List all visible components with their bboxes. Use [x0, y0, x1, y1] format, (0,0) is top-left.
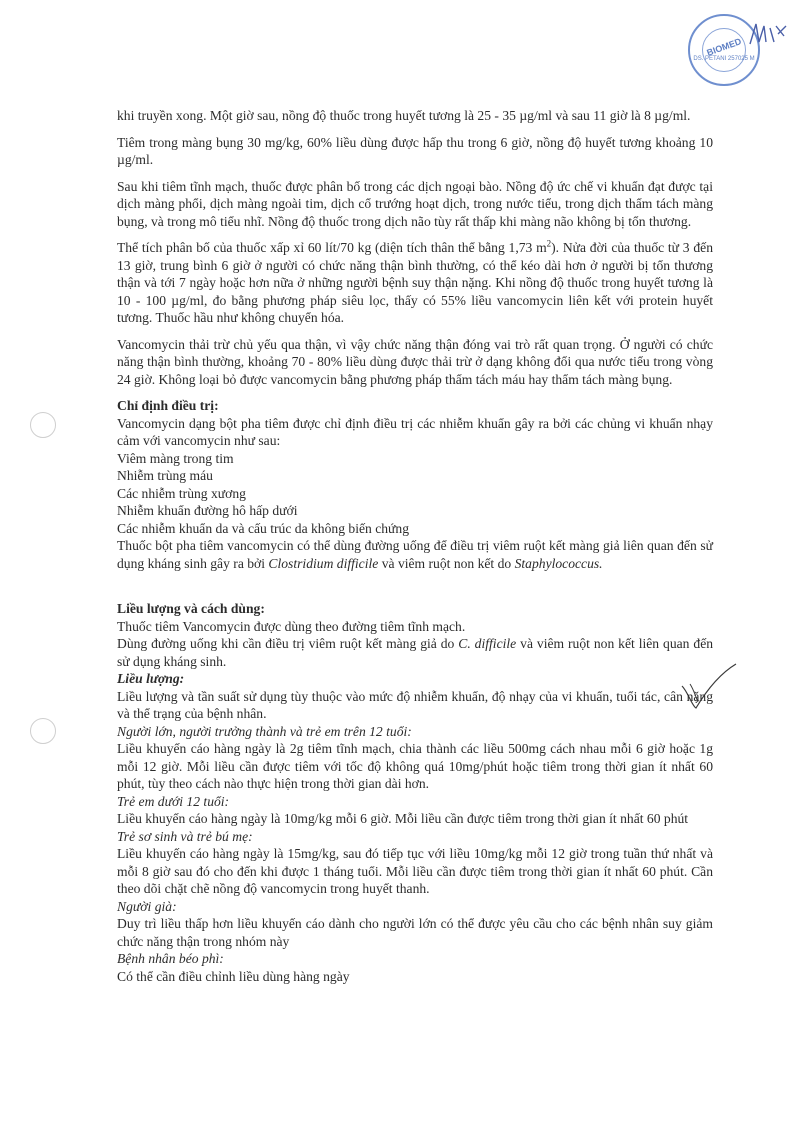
indication-item: Các nhiễm khuẩn da và cấu trúc da không biến chứng — [117, 520, 409, 536]
dosage-route-iv: Thuốc tiêm Vancomycin được dùng theo đường tiêm tĩnh mạch. — [117, 618, 466, 634]
paragraph-peritoneal: Tiêm trong màng bụng 30 mg/kg, 60% liều dùng được hấp thu trong 6 giờ, nồng độ huyết tương khoảng 10 µg/ml. — [117, 134, 713, 167]
indications-list — [117, 450, 713, 538]
group-text-obese: Có thể cần điều chỉnh liều dùng hàng ngày — [117, 968, 350, 984]
indication-item: Nhiễm khuẩn đường hô hấp dưới — [117, 503, 298, 518]
volume-text-b: ). Nửa đời của thuốc từ 3 đến 13 giờ, trung bình 6 giờ ở người có chức năng thận bình thường, có thể kéo dài hơn ở người bị tổn thương thận và tới 7 ngày hoặc hơn nữa ở những người bệnh suy thận nặng. Khi nồng độ thuốc trong huyết tương là 10 - 100 µg/ml, đo bằng phương pháp siêu lọc, thấy có 55% liều vancomycin liên kết với protein huyết tương. Thuốc hầu như không chuyển hóa. — [117, 240, 713, 325]
group-text-elderly: Duy trì liều thấp hơn liều khuyến cáo dành cho người lớn có thể được yêu cầu cho các bệnh nhân suy giảm chức năng thận trong nhóm này — [117, 916, 713, 949]
group-label-neonates: Trẻ sơ sinh và trẻ bú mẹ: — [117, 828, 253, 844]
route-oral-organism: C. difficile — [458, 636, 517, 651]
indication-item: Các nhiễm trùng xương — [117, 485, 246, 501]
indications-heading: Chỉ định điều trị: — [117, 398, 219, 413]
group-text-children: Liều khuyến cáo hàng ngày là 10mg/kg mỗi 6 giờ. Mỗi liều cần được tiêm trong thời gian ít nhất 60 phút — [117, 811, 689, 826]
volume-text-a: Thể tích phân bố của thuốc xấp xỉ 60 lít/70 kg (diện tích thân thể bằng 1,73 m — [117, 240, 547, 255]
dosage-general: Liều lượng và tần suất sử dụng tùy thuộc vào mức độ nhiễm khuẩn, độ nhạy của vi khuẩn, tuổi tác, cân nặng và thể trạng của bệnh nhân. — [117, 688, 713, 721]
punch-hole-top — [30, 412, 56, 438]
oral-text-a: Thuốc bột pha tiêm vancomycin có thể dùng đường uống để điều trị viêm ruột kết màng giả liên quan đến sử dụng kháng sinh gây ra bởi — [117, 538, 713, 571]
paragraph-distribution: Sau khi tiêm tĩnh mạch, thuốc được phân bố trong các dịch ngoại bào. Nồng độ ức chế vi khuẩn đạt được tại dịch màng phổi, dịch màng ngoài tim, dịch cổ trướng hoạt dịch, trong nước tiểu, trong dịch thẩm tách màng bụng, và trong mô tiểu nhĩ. Nồng độ thuốc trong dịch não tùy rất thấp khi màng não không bị tổn thương. — [117, 178, 713, 229]
group-text-neonates: Liều khuyến cáo hàng ngày là 15mg/kg, sau đó tiếp tục với liều 10mg/kg mỗi 12 giờ trong tuần thứ nhất và mỗi 8 giờ sau đó cho đến khi được 1 tháng tuổi. Mỗi liều cần được tiêm trong thời gian ít nhất 60 phút. Cần theo dõi chặt chẽ nồng độ vancomycin trong huyết thanh. — [117, 846, 713, 896]
indication-item: Viêm màng trong tim — [117, 450, 234, 466]
indications-oral — [117, 537, 713, 572]
route-oral-text-a: Dùng đường uống khi cần điều trị viêm ruột kết màng giả do — [117, 636, 459, 651]
oral-text-b: và viêm ruột non kết do — [378, 555, 515, 571]
group-label-obese: Bệnh nhân béo phì: — [117, 951, 224, 966]
oral-organism-1: Clostridium difficile — [268, 555, 379, 571]
punch-hole-bottom — [30, 718, 56, 744]
indication-item: Nhiễm trùng máu — [117, 468, 213, 483]
group-label-elderly: Người già: — [117, 898, 177, 914]
dosage-subheading: Liều lượng: — [117, 671, 185, 686]
stamp-subtext: DS. PETANI 257025 M — [693, 56, 755, 62]
oral-organism-2: Staphylococcus. — [514, 555, 603, 571]
paragraph-volume — [117, 239, 713, 327]
signature-scribble — [748, 20, 788, 50]
paragraph-elimination: Vancomycin thải trừ chủ yếu qua thận, vì vậy chức năng thận đóng vai trò rất quan trọng. Ở người có chức năng thận bình thường, khoảng 70 - 80% liều dùng được thải trừ ở dạng không đổi qua nước tiểu trong vòng 24 giờ. Không loại bỏ được vancomycin bằng phương pháp thẩm tách máu hay thẩm tách màng bụng. — [117, 336, 713, 387]
document-body — [117, 107, 713, 985]
group-text-adults: Liều khuyến cáo hàng ngày là 2g tiêm tĩnh mạch, chia thành các liều 500mg cách nhau mỗi 6 giờ hoặc 1g mỗi 12 giờ. Mỗi liều cần được tiêm với tốc độ không quá 10mg/phút hoặc tiêm trong thời gian ít nhất 60 phút, tùy theo cách nào thực hiện trong thời gian dài hơn. — [117, 741, 713, 791]
paragraph-concentration: khi truyền xong. Một giờ sau, nồng độ thuốc trong huyết tương là 25 - 35 µg/ml và sau 11 giờ là 8 µg/ml. — [117, 108, 691, 123]
group-label-children: Trẻ em dưới 12 tuổi: — [117, 793, 230, 809]
dosage-heading: Liều lượng và cách dùng: — [117, 601, 265, 616]
indications-intro: Vancomycin dạng bột pha tiêm được chỉ định điều trị các nhiễm khuẩn gây ra bởi các chủng vi khuẩn nhạy cảm với vancomycin như sau: — [117, 415, 713, 448]
dosage-route-oral — [117, 635, 713, 670]
group-label-adults: Người lớn, người trưởng thành và trẻ em trên 12 tuổi: — [117, 723, 412, 739]
volume-superscript: 2 — [546, 238, 552, 249]
route-oral-text-b: và viêm ruột non kết liên quan đến sử dụng kháng sinh. — [117, 636, 714, 669]
stamp-text: BIOMED — [705, 36, 743, 58]
